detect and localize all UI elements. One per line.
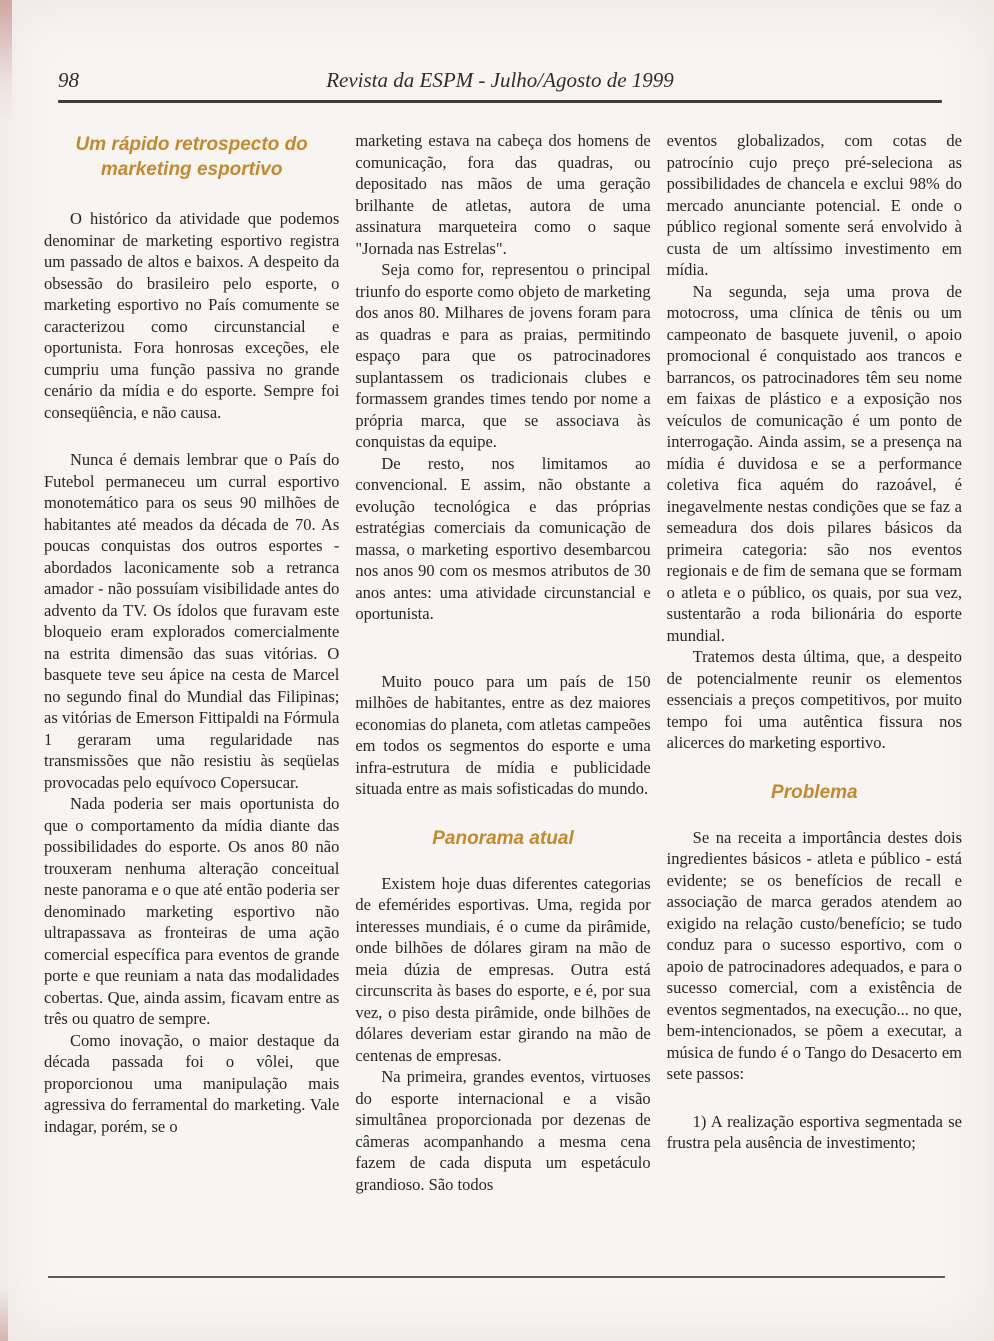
- paragraph: Existem hoje duas diferentes categorias de efemérides esportivas. Uma, regida por interesses mundiais, é o cume da pirâmide, onde bilhões de dólares giram na mão de meia dúzia de empresas. Outra está circunscrita às bases do esporte, e é, por sua vez, o piso desta pirâmide, onde bilhões de dólares deveriam estar girando na mão de centenas de empresas.: [355, 873, 651, 1065]
- section-heading-panorama: Panorama atual: [432, 827, 574, 849]
- paragraph: Na segunda, seja uma prova de motocross, uma clínica de tênis ou um campeonato de basquete juvenil, o apoio promocional é conquistado aos trancos e barrancos, os patrocinadores têm seu nome em faixas de plástico e a exposição nos veículos de comunicação é um ponto de interrogação. Ainda assim, se a presença na mídia é duvidosa e se a performance coletiva fica aquém do razoável, é inegavelmente nestas condições que se faz a semeadura dos dois pilares básicos da primeira categoria: são nos eventos regionais e de fim de semana que se formam o atleta e o público, os quais, por sua vez, sustentarão a roda bilionária do esporte mundial.: [666, 281, 962, 645]
- page-header: [58, 66, 942, 100]
- paragraph: eventos globalizados, com cotas de patrocínio cujo preço pré-seleciona as possibilidades de chancela e exclui 98% do mercado anunciante potencial. E onde o público regional somente será envolvido à custa de um altíssimo investimento em mídia.: [666, 131, 962, 279]
- paragraph: Seja como for, representou o principal triunfo do esporte como objeto de marketing dos anos 80. Milhares de jovens foram para as quadras e para as praias, permitindo espaço para que os patrocinadores suplantassem os tradicionais clubes e formassem grandes times tendo por nome a própria marca, que se associava às conquistas da equipe.: [355, 260, 651, 451]
- paragraph-gap: [667, 1085, 962, 1111]
- paragraph: O histórico da atividade que podemos denominar de marketing esportivo registra um passado de altos e baixos. A despeito da obsessão do brasileiro pelo esporte, o marketing esportivo no País comumente se caracterizou como circunstancial e oportunista. Fora honrosas exceções, ele cumpriu uma função passiva no grande cenário da mídia e do esporte. Sempre foi conseqüência, e não causa.: [44, 209, 340, 422]
- section-heading-problema: Problema: [771, 781, 858, 803]
- article-body: [44, 130, 962, 1195]
- paragraph: Como inovação, o maior destaque da década passada foi o vôlei, que proporcionou uma manipulação mais agressiva do ferramental do marketing. Vale indagar, porém, se o: [44, 1030, 340, 1136]
- paragraph: De resto, nos limitamos ao convencional. E assim, não obstante a evolução tecnológica e das próprias estratégias comerciais da comunicação de massa, o marketing esportivo desembarcou nos anos 90 com os mesmos atributos de 30 anos antes: uma atividade circunstancial e oportunista.: [355, 453, 651, 623]
- paragraph: Nada poderia ser mais oportunista do que o comportamento da mídia diante das possibilidades do esporte. Os anos 80 não trouxeram nenhuma alteração conceitual neste panorama e o que até então poderia ser denominado marketing esportivo não ultrapassava as fronteiras de uma ação comercial específica para eventos de grande porte e que reuniam a nata das modalidades cobertas. Que, ainda assim, ficavam entre as três ou quatro de sempre.: [44, 794, 340, 1028]
- paragraph-gap: [355, 625, 650, 671]
- paragraph: Se na receita a importância destes dois ingredientes básicos - atleta e público - está evidente; se os benefícios de recall e associação de marca gerados atendem ao exigido na relação custo/benefício; se tudo conduz para o sucesso esportivo, com o apoio de patrocinadores adequados, e para o sucesso comercial, com a existência de eventos segmentados, na execução... no que, bem-intencionados, se põem a executar, a música de fundo é o Tango do Desacerto em sete passos:: [666, 827, 962, 1083]
- list-item-step-1: 1) A realização esportiva segmentada se frustra pela ausência de investimento;: [666, 1111, 962, 1152]
- header-rule: [58, 100, 942, 103]
- paragraph: Muito pouco para um país de 150 milhões de habitantes, entre as dez maiores economias do planeta, com atletas campeões em todos os segmentos do esporte e uma infra-estrutura de mídia e publicidade situada entre as mais sofisticadas do mundo.: [355, 671, 651, 798]
- page-number: 98: [58, 68, 79, 92]
- scan-artifact-top-left: [0, 0, 12, 120]
- section-heading-retrospecto: Um rápido retrospecto do marketing esportivo: [75, 134, 308, 180]
- paragraph: marketing estava na cabeça dos homens de comunicação, fora das quadras, ou depositado nas mãos de uma geração brilhante de atletas, autora de uma assinatura marqueteira como o saque "Jornada nas Estrelas".: [355, 131, 651, 258]
- paragraph-gap: [44, 423, 339, 449]
- paragraph: Tratemos desta última, que, a despeito de potencialmente reunir os elementos essenciais a preços competitivos, por muito tempo foi uma autêntica fissura nos alicerces do marketing esportivo.: [666, 647, 962, 752]
- column-2: [355, 130, 650, 1195]
- footer-rule: [48, 1276, 945, 1278]
- scan-artifact-bottom-left: [0, 1286, 8, 1341]
- paragraph: Na primeira, grandes eventos, virtuoses do esporte internacional e a visão simultânea proporcionada por dezenas de câmeras acompanhando a mesma cena fazem de cada disputa um espetáculo grandioso. São todos: [355, 1067, 651, 1194]
- journal-title: Revista da ESPM - Julho/Agosto de 1999: [326, 68, 674, 92]
- column-3: [667, 130, 962, 1195]
- paragraph: Nunca é demais lembrar que o País do Futebol permaneceu um curral esportivo monotemático para os seus 90 milhões de habitantes até meados da década de 70. As poucas conquistas dos outros esportes - abordados laconicamente sob a retranca amador - não possuíam visibilidade antes do advento da TV. Os ídolos que furavam este bloqueio eram explorados comercialmente na estrita dimensão das suas vitórias. O basquete teve seu ápice na cesta de Marcel no segundo final do Mundial das Filipinas; as vitórias de Emerson Fittipaldi na Fórmula 1 geraram uma regularidade nas transmissões que não resistiu às seqüelas provocadas pelo equívoco Copersucar.: [44, 450, 340, 792]
- column-1: [44, 130, 339, 1195]
